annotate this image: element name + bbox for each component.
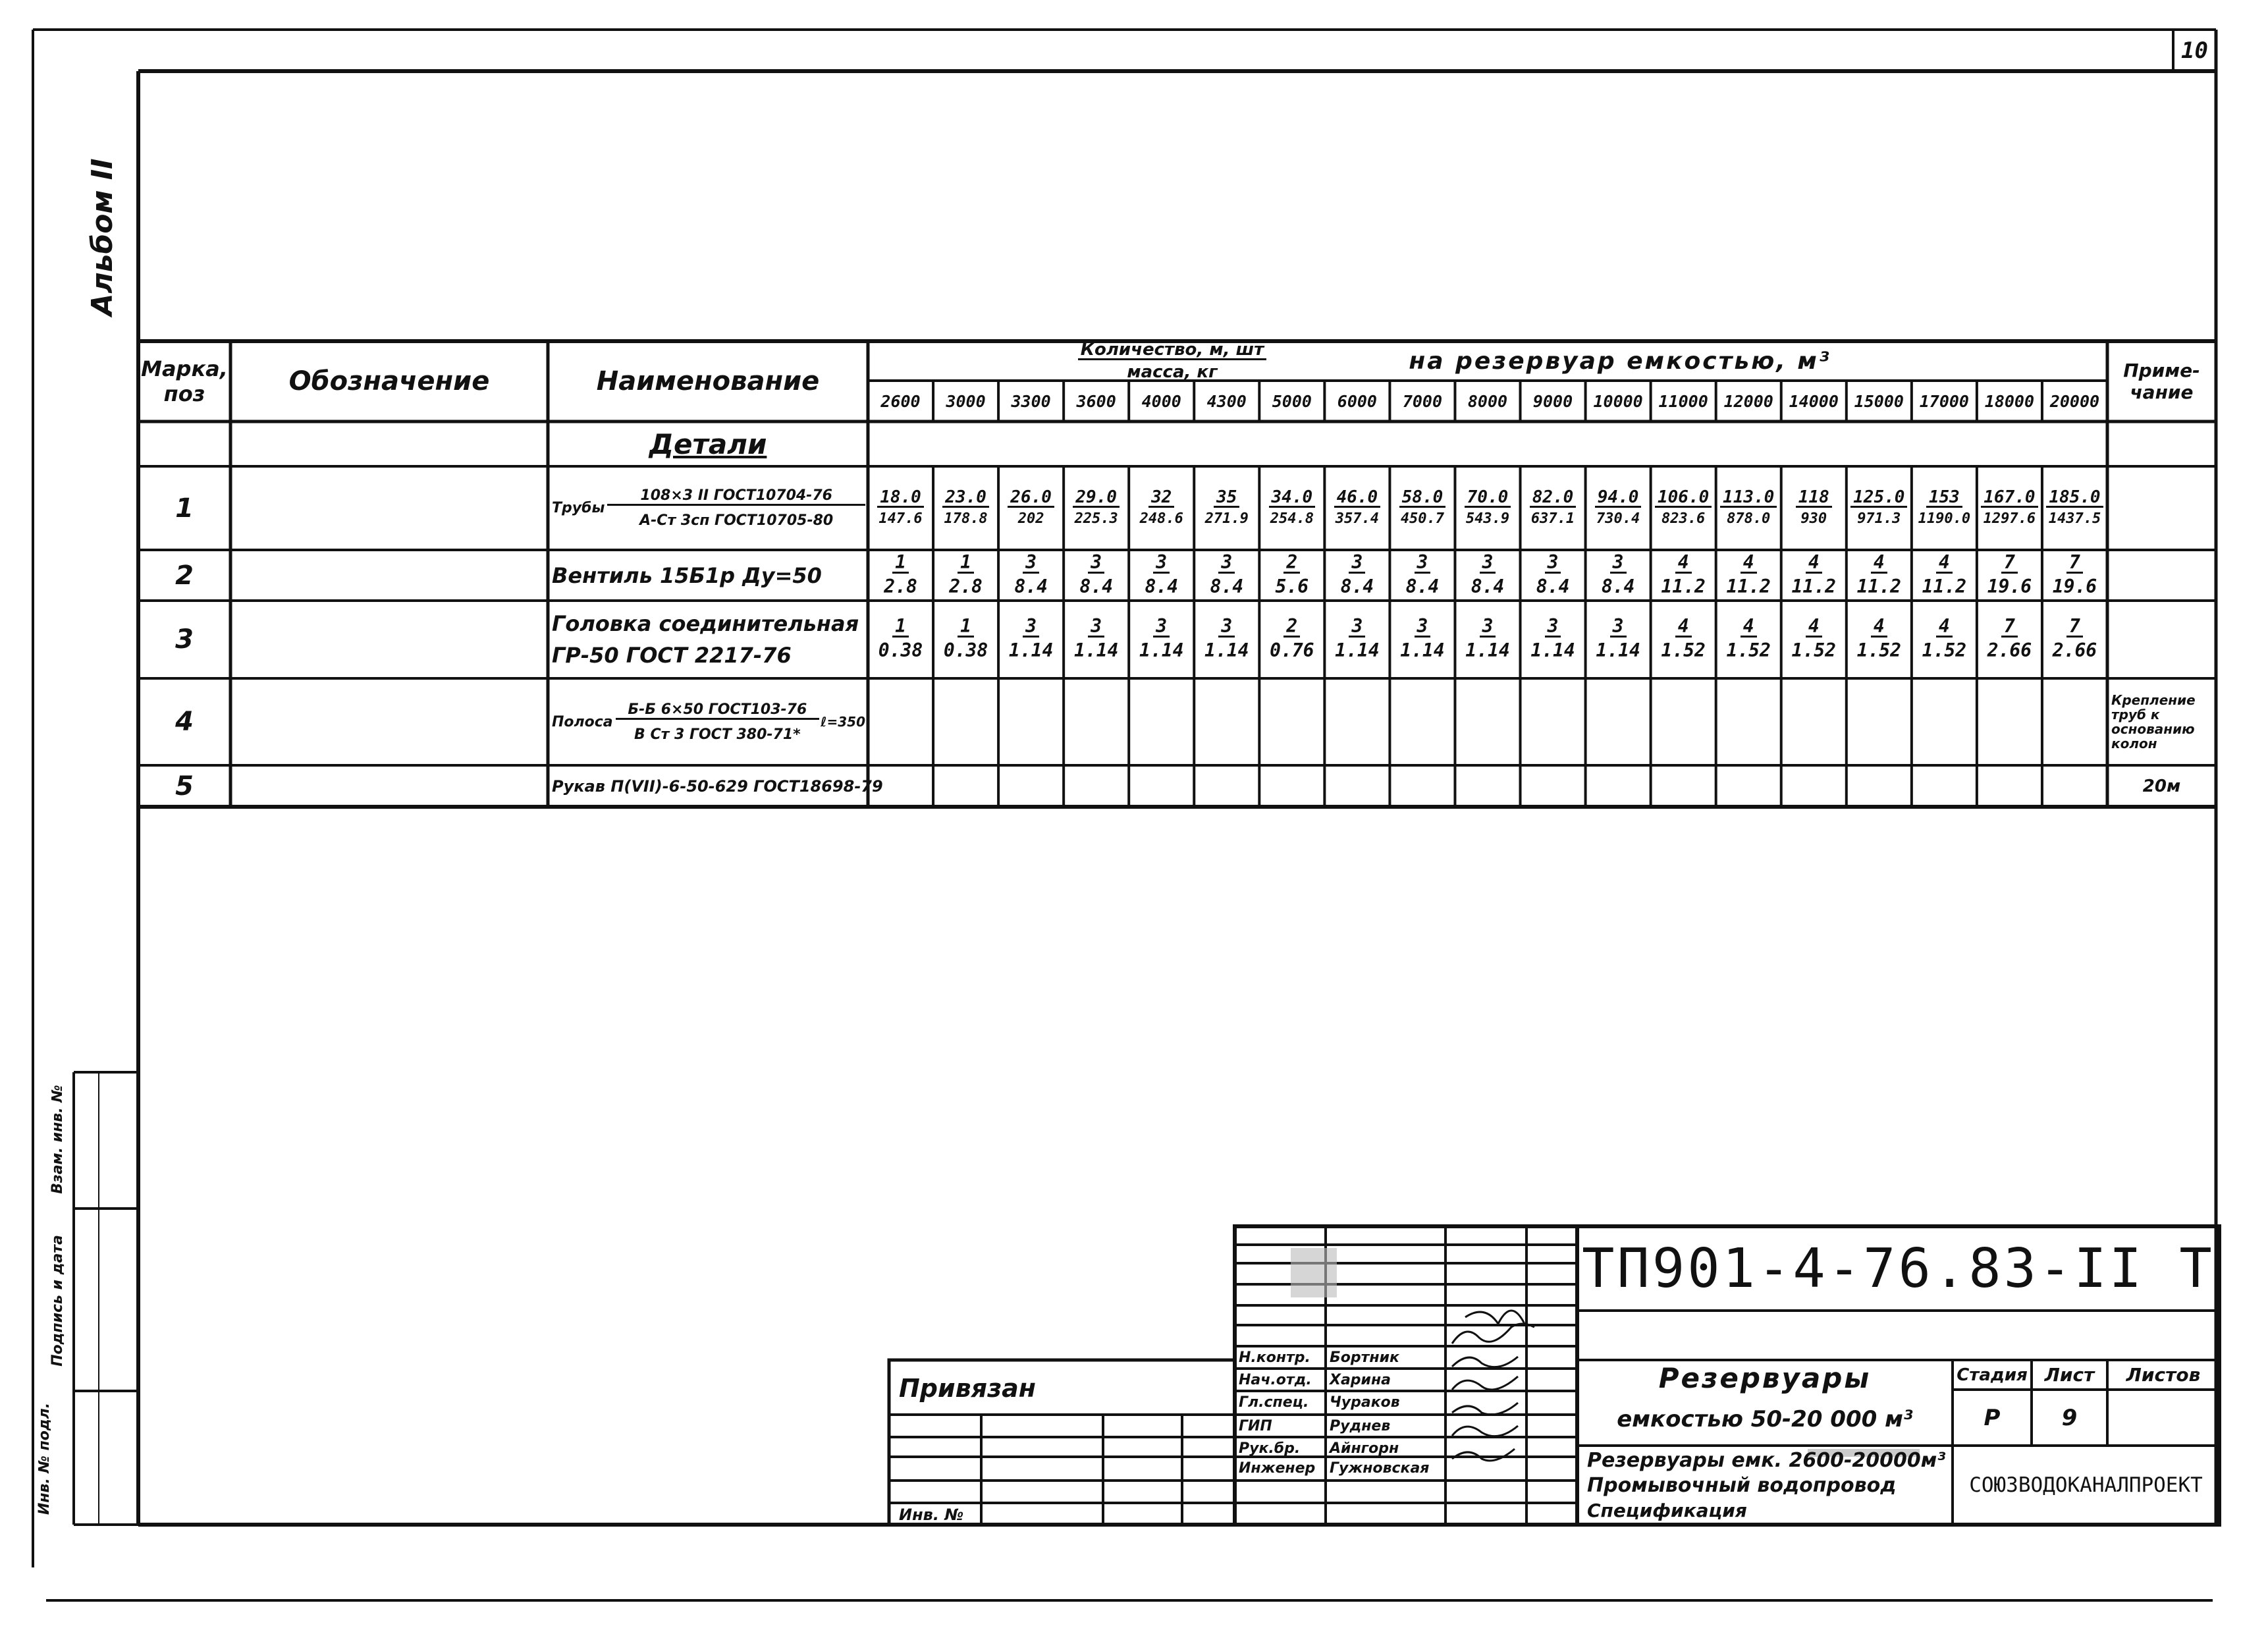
title-role-1: Нач.отд. (1239, 1371, 1312, 1388)
qty-top: 1 (958, 617, 974, 638)
row-2-qty-11000 (1651, 550, 1716, 601)
header-designation: Обозначение (288, 366, 490, 396)
qty-top: 185.0 (2046, 489, 2103, 508)
qty-bottom: 178.8 (944, 510, 988, 528)
capacity-6000: 6000 (1337, 391, 1377, 411)
qty-bottom: 0.38 (943, 639, 988, 662)
qty-bottom: 1.14 (1400, 639, 1445, 662)
row-1-qty-5000 (1259, 466, 1324, 550)
row-1-qty-9000 (1521, 466, 1586, 550)
qty-top: 3 (1610, 617, 1627, 638)
row-1-qty-2600 (868, 466, 933, 550)
qty-top: 4 (1806, 617, 1822, 638)
qty-bottom: 1.52 (1922, 639, 1967, 662)
qty-bottom: 0.38 (878, 639, 923, 662)
row-1-qty-14000 (1781, 466, 1847, 550)
qty-top: 167.0 (1981, 489, 2038, 508)
row-1-qty-3600 (1064, 466, 1129, 550)
qty-top: 1 (892, 617, 909, 638)
qty-bottom: 971.3 (1857, 510, 1901, 528)
qty-top: 7 (2001, 617, 2018, 638)
header-quantity-suffix: на резервуар емкостью, м³ (1409, 347, 1831, 375)
qty-top: 3 (1218, 617, 1235, 638)
row-1-name-line2: А-Ст 3сп ГОСТ10705-80 (639, 512, 834, 529)
qty-top: 34.0 (1269, 489, 1316, 508)
qty-top: 2 (1283, 617, 1300, 638)
qty-bottom: 19.6 (2052, 575, 2097, 597)
document-code: ТП901-4-76.83-II Т (1582, 1237, 2215, 1300)
capacity-20000: 20000 (2049, 391, 2100, 411)
row-5-note: 20м (2142, 776, 2181, 796)
row-4-name-suffix: ℓ=350 (821, 714, 865, 730)
capacity-12000: 12000 (1723, 391, 1773, 411)
row-3-name-line2: ГР-50 ГОСТ 2217-76 (552, 643, 792, 668)
row-3-qty-12000 (1716, 601, 1781, 678)
row-3-qty-8000 (1455, 601, 1520, 678)
sheet-corner-number: 10 (2181, 37, 2208, 64)
row-1-qty-8000 (1455, 466, 1520, 550)
capacity-2600: 2600 (880, 391, 921, 411)
qty-bottom: 254.8 (1270, 510, 1314, 528)
row-2-name (552, 550, 865, 601)
qty-top: 4 (1871, 553, 1887, 574)
row-1-qty-4300 (1194, 466, 1259, 550)
title-role-3: ГИП (1239, 1417, 1272, 1434)
row-4-name-line1: Б-Б 6×50 ГОСТ103-76 (616, 701, 819, 720)
qty-bottom: 5.6 (1275, 575, 1309, 597)
qty-bottom: 202 (1017, 510, 1044, 528)
qty-top: 3 (1415, 617, 1431, 638)
capacity-15000: 15000 (1854, 391, 1904, 411)
row-3-qty-18000 (1977, 601, 2042, 678)
qty-top: 82.0 (1530, 489, 1577, 508)
qty-top: 3 (1088, 617, 1104, 638)
qty-bottom: 2.66 (1987, 639, 2032, 662)
title-name-0: Бортник (1330, 1349, 1399, 1366)
capacity-5000: 5000 (1272, 391, 1312, 411)
row-2-qty-5000 (1259, 550, 1324, 601)
header-quantity-top: Количество, м, шт (1078, 341, 1266, 360)
qty-bottom: 225.3 (1074, 510, 1118, 528)
qty-bottom: 8.4 (1405, 575, 1440, 597)
row-1-qty-3300 (998, 466, 1064, 550)
sheet-value: 9 (2061, 1404, 2078, 1431)
row-1-qty-7000 (1390, 466, 1455, 550)
row-3-qty-3300 (998, 601, 1064, 678)
row-2-qty-3000 (933, 550, 998, 601)
qty-top: 118 (1796, 489, 1832, 508)
qty-top: 1 (892, 553, 909, 574)
title-role-0: Н.контр. (1239, 1349, 1310, 1366)
qty-top: 3 (1153, 553, 1170, 574)
qty-bottom: 1.14 (1008, 639, 1054, 662)
qty-top: 153 (1926, 489, 1962, 508)
row-1-name-prefix: Трубы (552, 500, 605, 516)
qty-top: 3 (1153, 617, 1170, 638)
qty-bottom: 11.2 (1791, 575, 1836, 597)
qty-top: 3 (1480, 617, 1496, 638)
row-4-name-line2: В Ст 3 ГОСТ 380-71* (634, 726, 801, 743)
row-2-qty-10000 (1586, 550, 1651, 601)
capacity-8000: 8000 (1467, 391, 1508, 411)
qty-bottom: 878.0 (1727, 510, 1771, 528)
qty-top: 4 (1675, 617, 1692, 638)
qty-top: 3 (1349, 617, 1365, 638)
row-1-qty-15000 (1847, 466, 1912, 550)
row-2-qty-7000 (1390, 550, 1455, 601)
sheets-label: Листов (2126, 1364, 2201, 1386)
row-2-qty-3300 (998, 550, 1064, 601)
object-line-2: емкостью 50-20 000 м³ (1617, 1406, 1913, 1432)
side-label-replaced: Взам. инв. № (49, 1085, 66, 1194)
qty-top: 106.0 (1655, 489, 1712, 508)
capacity-11000: 11000 (1658, 391, 1708, 411)
qty-bottom: 8.4 (1014, 575, 1048, 597)
qty-top: 58.0 (1399, 489, 1446, 508)
qty-top: 4 (1936, 553, 1953, 574)
row-3-qty-5000 (1259, 601, 1324, 678)
row-2-qty-6000 (1324, 550, 1390, 601)
header-name: Наименование (596, 366, 820, 396)
row-5-name-line1: Рукав П(VII)-6-50-629 ГОСТ18698-79 (552, 776, 883, 796)
row-1-qty-20000 (2042, 466, 2107, 550)
qty-bottom: 8.4 (1210, 575, 1244, 597)
qty-bottom: 1.52 (1726, 639, 1771, 662)
qty-bottom: 8.4 (1145, 575, 1179, 597)
title-name-1: Харина (1330, 1371, 1391, 1388)
qty-top: 3 (1218, 553, 1235, 574)
qty-bottom: 8.4 (1340, 575, 1374, 597)
row-2-qty-4000 (1129, 550, 1194, 601)
header-quantity-fraction (1027, 339, 1317, 382)
row-1-qty-6000 (1324, 466, 1390, 550)
album-label: Альбом II (86, 158, 119, 316)
qty-top: 3 (1610, 553, 1627, 574)
qty-top: 3 (1545, 617, 1561, 638)
title-name-3: Руднев (1330, 1417, 1391, 1434)
row-5-position: 5 (175, 771, 194, 802)
row-1-qty-4000 (1129, 466, 1194, 550)
capacity-17000: 17000 (1919, 391, 1969, 411)
qty-top: 46.0 (1334, 489, 1381, 508)
row-2-qty-9000 (1521, 550, 1586, 601)
qty-bottom: 11.2 (1922, 575, 1967, 597)
qty-bottom: 543.9 (1465, 510, 1510, 528)
row-3-qty-17000 (1912, 601, 1977, 678)
qty-bottom: 450.7 (1400, 510, 1445, 528)
title-role-4: Рук.бр. (1239, 1440, 1301, 1457)
qty-top: 125.0 (1850, 489, 1907, 508)
qty-bottom: 730.4 (1596, 510, 1640, 528)
desc-line-2: Промывочный водопровод (1587, 1473, 1897, 1497)
qty-bottom: 8.4 (1601, 575, 1635, 597)
row-3-qty-9000 (1521, 601, 1586, 678)
row-2-name-line1: Вентиль 15Б1р Ду=50 (552, 562, 822, 588)
qty-bottom: 1.14 (1596, 639, 1640, 662)
row-3-position: 3 (175, 624, 194, 655)
qty-top: 113.0 (1720, 489, 1777, 508)
title-name-2: Чураков (1330, 1394, 1400, 1411)
qty-bottom: 1.14 (1204, 639, 1249, 662)
row-1-position: 1 (175, 493, 194, 524)
qty-top: 4 (1741, 617, 1757, 638)
qty-top: 32 (1148, 489, 1174, 508)
side-label-signature: Подпись и дата (49, 1235, 66, 1367)
row-3-qty-3600 (1064, 601, 1129, 678)
qty-bottom: 1437.5 (2048, 510, 2101, 528)
qty-top: 4 (1741, 553, 1757, 574)
row-1-qty-10000 (1586, 466, 1651, 550)
qty-bottom: 0.76 (1270, 639, 1314, 662)
row-3-qty-7000 (1390, 601, 1455, 678)
capacity-3600: 3600 (1076, 391, 1116, 411)
qty-bottom: 1.14 (1073, 639, 1119, 662)
qty-bottom: 1.14 (1465, 639, 1510, 662)
capacity-7000: 7000 (1402, 391, 1443, 411)
row-2-qty-14000 (1781, 550, 1847, 601)
row-2-qty-20000 (2042, 550, 2107, 601)
qty-bottom: 1.14 (1530, 639, 1575, 662)
stage-value: Р (1984, 1404, 2001, 1431)
qty-top: 3 (1023, 553, 1039, 574)
row-3-qty-4300 (1194, 601, 1259, 678)
row-3-qty-4000 (1129, 601, 1194, 678)
object-line-1: Резервуары (1658, 1362, 1872, 1394)
qty-bottom: 1.14 (1139, 639, 1184, 662)
qty-bottom: 1.52 (1661, 639, 1706, 662)
header-quantity-bottom: масса, кг (1127, 362, 1218, 382)
capacity-3000: 3000 (946, 391, 986, 411)
row-3-qty-3000 (933, 601, 998, 678)
qty-bottom: 1.14 (1335, 639, 1380, 662)
row-1-qty-11000 (1651, 466, 1716, 550)
sheet-label: Лист (2044, 1364, 2095, 1386)
row-3-qty-10000 (1586, 601, 1651, 678)
row-4-name-prefix: Полоса (552, 713, 613, 730)
row-4-note: Крепление труб к основанию колон (2111, 692, 2196, 751)
qty-bottom: 637.1 (1530, 510, 1575, 528)
qty-bottom: 248.6 (1139, 510, 1183, 528)
qty-bottom: 11.2 (1856, 575, 1902, 597)
row-1-qty-18000 (1977, 466, 2042, 550)
row-3-qty-11000 (1651, 601, 1716, 678)
capacity-3300: 3300 (1011, 391, 1051, 411)
qty-bottom: 2.66 (2052, 639, 2097, 662)
row-3-qty-15000 (1847, 601, 1912, 678)
qty-bottom: 19.6 (1987, 575, 2032, 597)
side-label-inv: Инв. № подл. (36, 1402, 53, 1515)
row-3-name (552, 601, 865, 678)
qty-top: 3 (1088, 553, 1104, 574)
qty-bottom: 1297.6 (1983, 510, 2036, 528)
qty-top: 3 (1415, 553, 1431, 574)
row-2-qty-3600 (1064, 550, 1129, 601)
row-1-qty-12000 (1716, 466, 1781, 550)
capacity-4300: 4300 (1206, 391, 1247, 411)
row-2-qty-2600 (868, 550, 933, 601)
row-3-qty-2600 (868, 601, 933, 678)
qty-bottom: 147.6 (878, 510, 923, 528)
qty-bottom: 357.4 (1335, 510, 1379, 528)
bound-label: Привязан (899, 1373, 1037, 1403)
capacity-14000: 14000 (1789, 391, 1839, 411)
qty-top: 4 (1871, 617, 1887, 638)
row-2-qty-12000 (1716, 550, 1781, 601)
qty-bottom: 8.4 (1471, 575, 1505, 597)
row-5-name (552, 765, 883, 807)
qty-top: 4 (1675, 553, 1692, 574)
qty-bottom: 8.4 (1536, 575, 1570, 597)
row-3-name-line1: Головка соединительная (552, 611, 859, 636)
stage-label: Стадия (1957, 1365, 2028, 1385)
row-1-name-line1: 108×3 II ГОСТ10704-76 (607, 487, 865, 506)
row-2-position: 2 (175, 560, 194, 591)
desc-line-1: Резервуары емк. 2600-20000м³ (1587, 1448, 1946, 1472)
title-name-5: Гужновская (1330, 1459, 1430, 1477)
qty-top: 35 (1214, 489, 1239, 508)
qty-top: 1 (958, 553, 974, 574)
row-3-qty-20000 (2042, 601, 2107, 678)
header-mark-pos: Марка, поз (141, 356, 228, 406)
header-note: Приме- чание (2123, 360, 2200, 403)
row-2-qty-4300 (1194, 550, 1259, 601)
title-name-4: Айнгорн (1330, 1440, 1399, 1457)
qty-top: 94.0 (1595, 489, 1642, 508)
qty-top: 4 (1936, 617, 1953, 638)
row-2-qty-8000 (1455, 550, 1520, 601)
capacity-18000: 18000 (1984, 391, 2035, 411)
row-3-qty-6000 (1324, 601, 1390, 678)
capacity-10000: 10000 (1593, 391, 1643, 411)
row-4-position: 4 (175, 707, 194, 737)
qty-bottom: 8.4 (1079, 575, 1113, 597)
qty-bottom: 1190.0 (1918, 510, 1971, 528)
title-role-2: Гл.спец. (1239, 1394, 1309, 1411)
qty-bottom: 930 (1800, 510, 1827, 528)
row-2-qty-15000 (1847, 550, 1912, 601)
inv-label: Инв. № (899, 1506, 964, 1524)
qty-bottom: 1.52 (1856, 639, 1902, 662)
qty-top: 7 (2066, 553, 2083, 574)
title-role-5: Инженер (1239, 1459, 1316, 1477)
row-4-name (552, 678, 865, 765)
row-2-qty-18000 (1977, 550, 2042, 601)
qty-bottom: 823.6 (1661, 510, 1706, 528)
qty-top: 23.0 (942, 489, 989, 508)
qty-top: 26.0 (1008, 489, 1054, 508)
row-2-qty-17000 (1912, 550, 1977, 601)
row-1-qty-17000 (1912, 466, 1977, 550)
row-3-qty-14000 (1781, 601, 1847, 678)
qty-top: 3 (1545, 553, 1561, 574)
qty-bottom: 1.52 (1791, 639, 1836, 662)
capacity-4000: 4000 (1141, 391, 1181, 411)
qty-top: 2 (1283, 553, 1300, 574)
qty-top: 4 (1806, 553, 1822, 574)
section-title: Детали (649, 427, 767, 460)
qty-bottom: 2.8 (884, 575, 917, 597)
qty-top: 29.0 (1073, 489, 1120, 508)
qty-bottom: 11.2 (1726, 575, 1771, 597)
qty-top: 3 (1349, 553, 1365, 574)
capacity-9000: 9000 (1532, 391, 1573, 411)
qty-top: 3 (1480, 553, 1496, 574)
row-1-qty-3000 (933, 466, 998, 550)
qty-bottom: 11.2 (1661, 575, 1706, 597)
qty-top: 3 (1023, 617, 1039, 638)
qty-top: 7 (2001, 553, 2018, 574)
qty-bottom: 271.9 (1204, 510, 1249, 528)
row-1-name (552, 466, 865, 550)
qty-top: 18.0 (877, 489, 924, 508)
desc-line-3: Спецификация (1587, 1499, 1747, 1521)
qty-top: 7 (2066, 617, 2083, 638)
organization-name: СОЮЗВОДОКАНАЛПРОЕКТ (1969, 1473, 2203, 1497)
qty-bottom: 2.8 (949, 575, 983, 597)
qty-top: 70.0 (1465, 489, 1511, 508)
